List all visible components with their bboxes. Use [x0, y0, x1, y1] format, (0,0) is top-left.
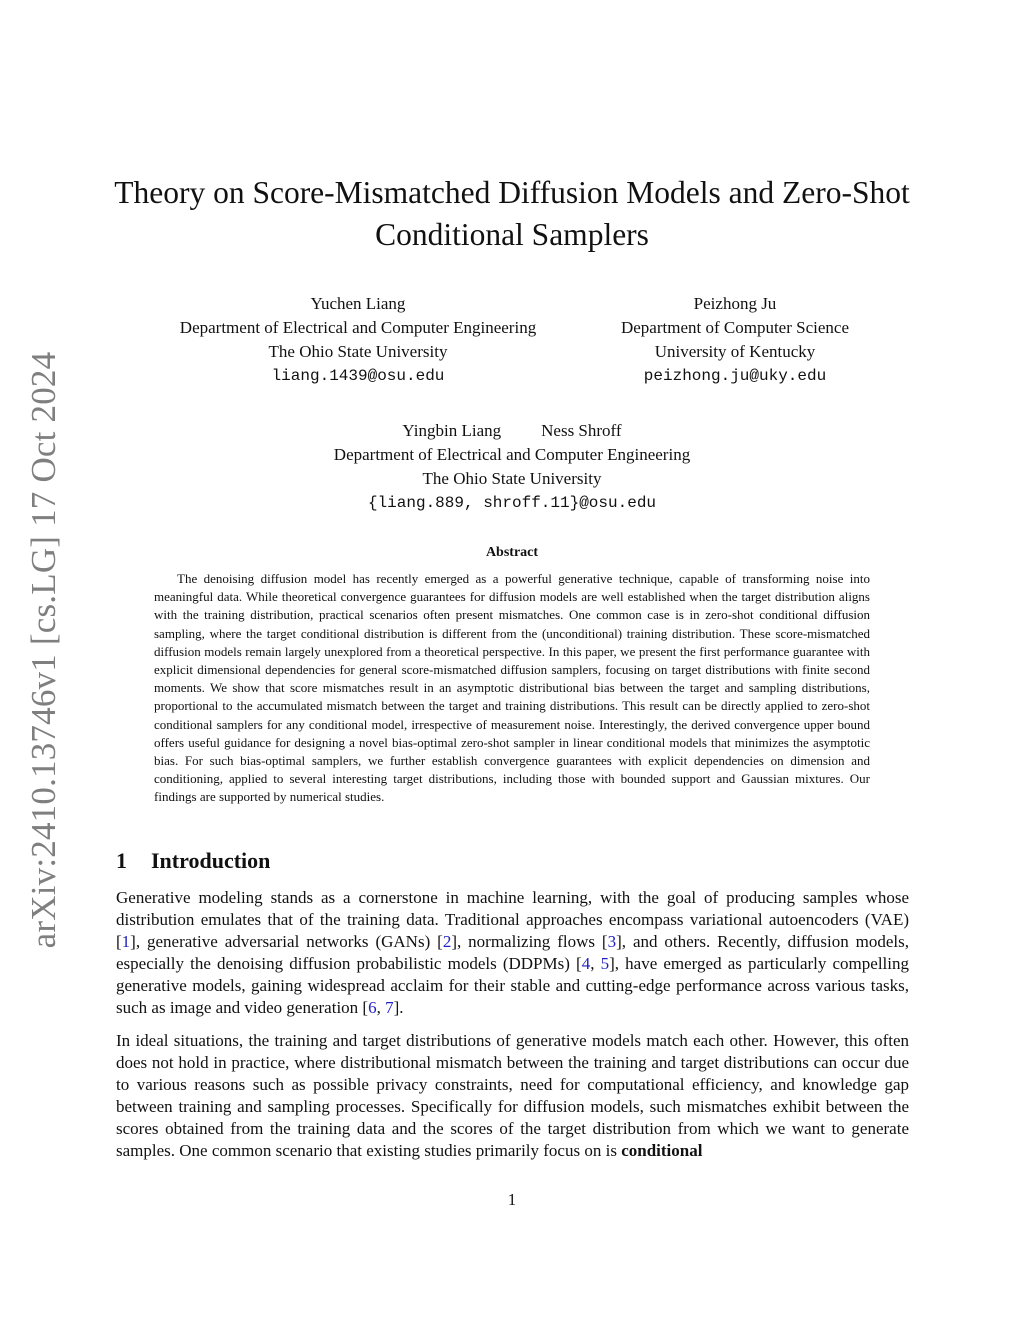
citation-link[interactable]: 6	[368, 998, 377, 1017]
author-block-1	[150, 292, 566, 388]
intro-paragraph-2	[116, 1030, 909, 1162]
author-department: Department of Electrical and Computer Engineering	[333, 445, 691, 464]
bold-term: conditional	[621, 1141, 703, 1160]
author-name: Peizhong Ju	[693, 294, 777, 313]
intro-paragraph-1	[116, 887, 909, 1019]
page-number: 1	[507, 1190, 517, 1209]
paragraph-text: ], generative adversarial networks (GANs) [	[130, 932, 443, 951]
citation-link[interactable]: 2	[442, 932, 452, 951]
author-university: The Ohio State University	[422, 469, 602, 488]
paper-title: Theory on Score-Mismatched Diffusion Models and Zero-Shot Conditional Samplers	[114, 175, 910, 252]
citation-link[interactable]: 5	[600, 954, 610, 973]
citation-link[interactable]: 7	[385, 998, 394, 1017]
author-email: peizhong.ju@uky.edu	[643, 367, 827, 385]
paragraph-text: Generative modeling stands as a cornerstone in machine learning, with the goal of producing samples whose distribution emulates that of the training data. Traditional approaches encompass variational autoencoders (VAE) [	[116, 888, 909, 951]
author-department: Department of Electrical and Computer Engineering	[179, 318, 537, 337]
citation-link[interactable]: 4	[581, 954, 591, 973]
paragraph-text: ], and others. Recently, diffusion models, especially the denoising diffusion probabilistic models (DDPMs) [	[116, 932, 909, 973]
author-name: Ness Shroff	[541, 421, 622, 440]
section-heading	[116, 847, 270, 875]
section-title: Introduction	[151, 848, 271, 873]
paragraph-text: ], normalizing flows [	[451, 932, 608, 951]
paragraph-text: ,	[590, 954, 601, 973]
author-department: Department of Computer Science	[620, 318, 849, 337]
abstract-heading: Abstract	[485, 545, 539, 560]
arxiv-identifier: arXiv:2410.13746v1 [cs.LG] 17 Oct 2024	[24, 351, 63, 949]
author-university: The Ohio State University	[268, 342, 448, 361]
joint-author-names	[262, 419, 762, 443]
author-block-2	[600, 292, 870, 388]
author-name: Yingbin Liang	[402, 421, 502, 440]
author-block-joint	[262, 419, 762, 515]
paragraph-text: ,	[376, 998, 386, 1017]
author-name: Yuchen Liang	[310, 294, 406, 313]
abstract-text: The denoising diffusion model has recently emerged as a powerful generative technique, capable of transforming noise into meaningful data. While theoretical convergence guarantees for diffusion models are well established when the target distribution aligns with the training distribution, practical scenarios often present mismatches. One common case is in zero-shot conditional diffusion sampling, where the target conditional distribution is different from the (unconditional) training distribution. These score-mismatched diffusion models remain largely unexplored from a theoretical perspective. In this paper, we present the first performance guarantee with explicit dimensional dependencies for general score-mismatched diffusion samplers, focusing on target distributions with finite second moments. We show that score mismatches result in an asymptotic distributional bias between the target and sampling distributions, proportional to the accumulated mismatch between the target and training distributions. This result can be directly applied to zero-shot conditional samplers for any conditional model, irrespective of measurement noise. Interestingly, the derived convergence upper bound offers useful guidance for designing a novel bias-optimal zero-shot sampler in linear conditional models that minimizes the asymptotic bias. For such bias-optimal samplers, we further establish convergence guarantees with explicit dependencies on dimension and conditioning, applied to several interesting target distributions, including those with bounded support and Gaussian mixtures. Our findings are supported by numerical studies.	[154, 571, 870, 805]
citation-link[interactable]: 1	[121, 932, 131, 951]
author-email: liang.1439@osu.edu	[271, 367, 445, 385]
author-university: University of Kentucky	[654, 342, 816, 361]
section-number: 1	[116, 848, 127, 873]
paragraph-text: In ideal situations, the training and target distributions of generative models match each other. However, this often does not hold in practice, where distributional mismatch between the training and target distributions can occur due to various reasons such as possible privacy constraints, need for computational efficiency, and knowledge gap between training and sampling processes. Specifically for diffusion models, such mismatches exhibit between the scores obtained from the training data and the scores of the target distribution from which we want to generate samples. One common scenario that existing studies primarily focus on is	[116, 1031, 909, 1160]
citation-link[interactable]: 3	[607, 932, 617, 951]
author-email: {liang.889, shroff.11}@osu.edu	[367, 494, 657, 512]
paragraph-text: ], have emerged as particularly compelling generative models, gaining widespread acclaim for their stable and cutting-edge performance across various tasks, such as image and video generation [	[116, 954, 909, 1017]
paragraph-text: ].	[393, 998, 404, 1017]
